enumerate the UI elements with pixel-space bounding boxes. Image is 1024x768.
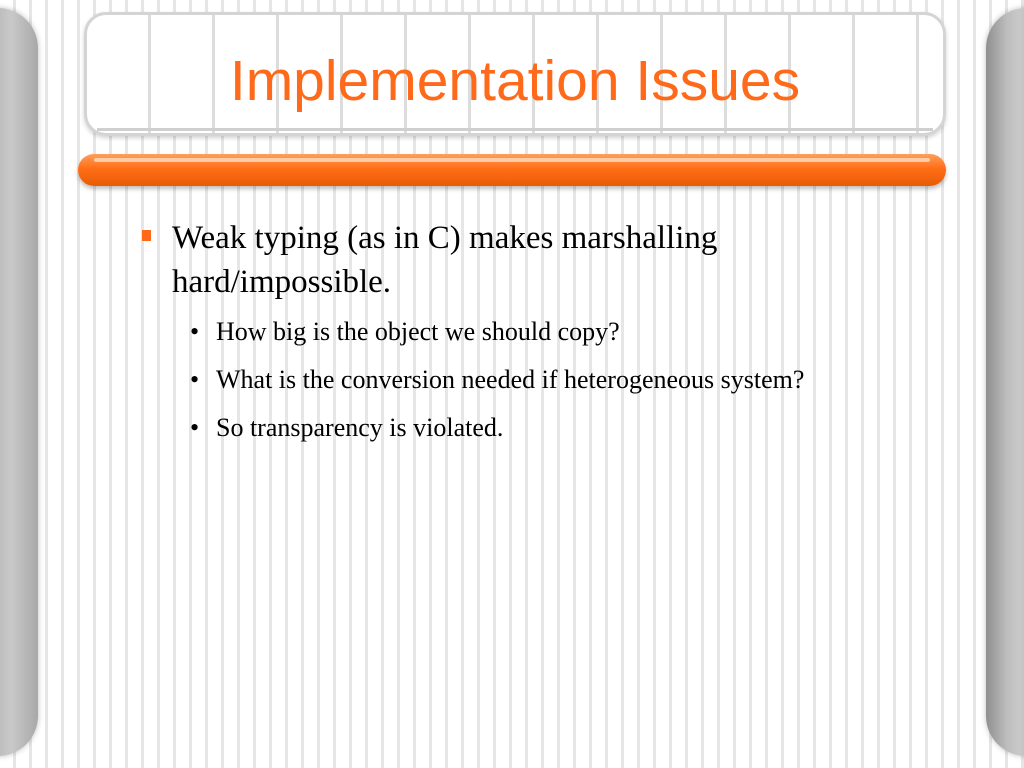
orange-accent-bar — [78, 154, 946, 186]
left-decorative-column — [0, 8, 38, 756]
sub-bullet-item — [186, 362, 886, 398]
right-decorative-column — [986, 8, 1024, 756]
sub-bullet-item — [186, 410, 886, 446]
sub-bullet-text: How big is the object we should copy? — [216, 317, 620, 346]
dot-bullet-icon: • — [190, 317, 200, 346]
dot-bullet-icon: • — [190, 413, 200, 442]
bullet-item — [140, 216, 900, 304]
square-bullet-icon — [142, 230, 151, 241]
sub-bullet-item — [186, 314, 886, 350]
slide-content — [140, 216, 900, 458]
slide-title: Implementation Issues — [229, 49, 801, 113]
sub-bullet-text: So transparency is violated. — [216, 413, 504, 442]
sub-bullet-text: What is the conversion needed if heterogeneous system? — [216, 365, 805, 394]
bullet-text: Weak typing (as in C) makes marshalling hard/impossible. — [172, 220, 718, 300]
sub-bullet-list — [140, 314, 900, 446]
dot-bullet-icon: • — [190, 365, 200, 394]
